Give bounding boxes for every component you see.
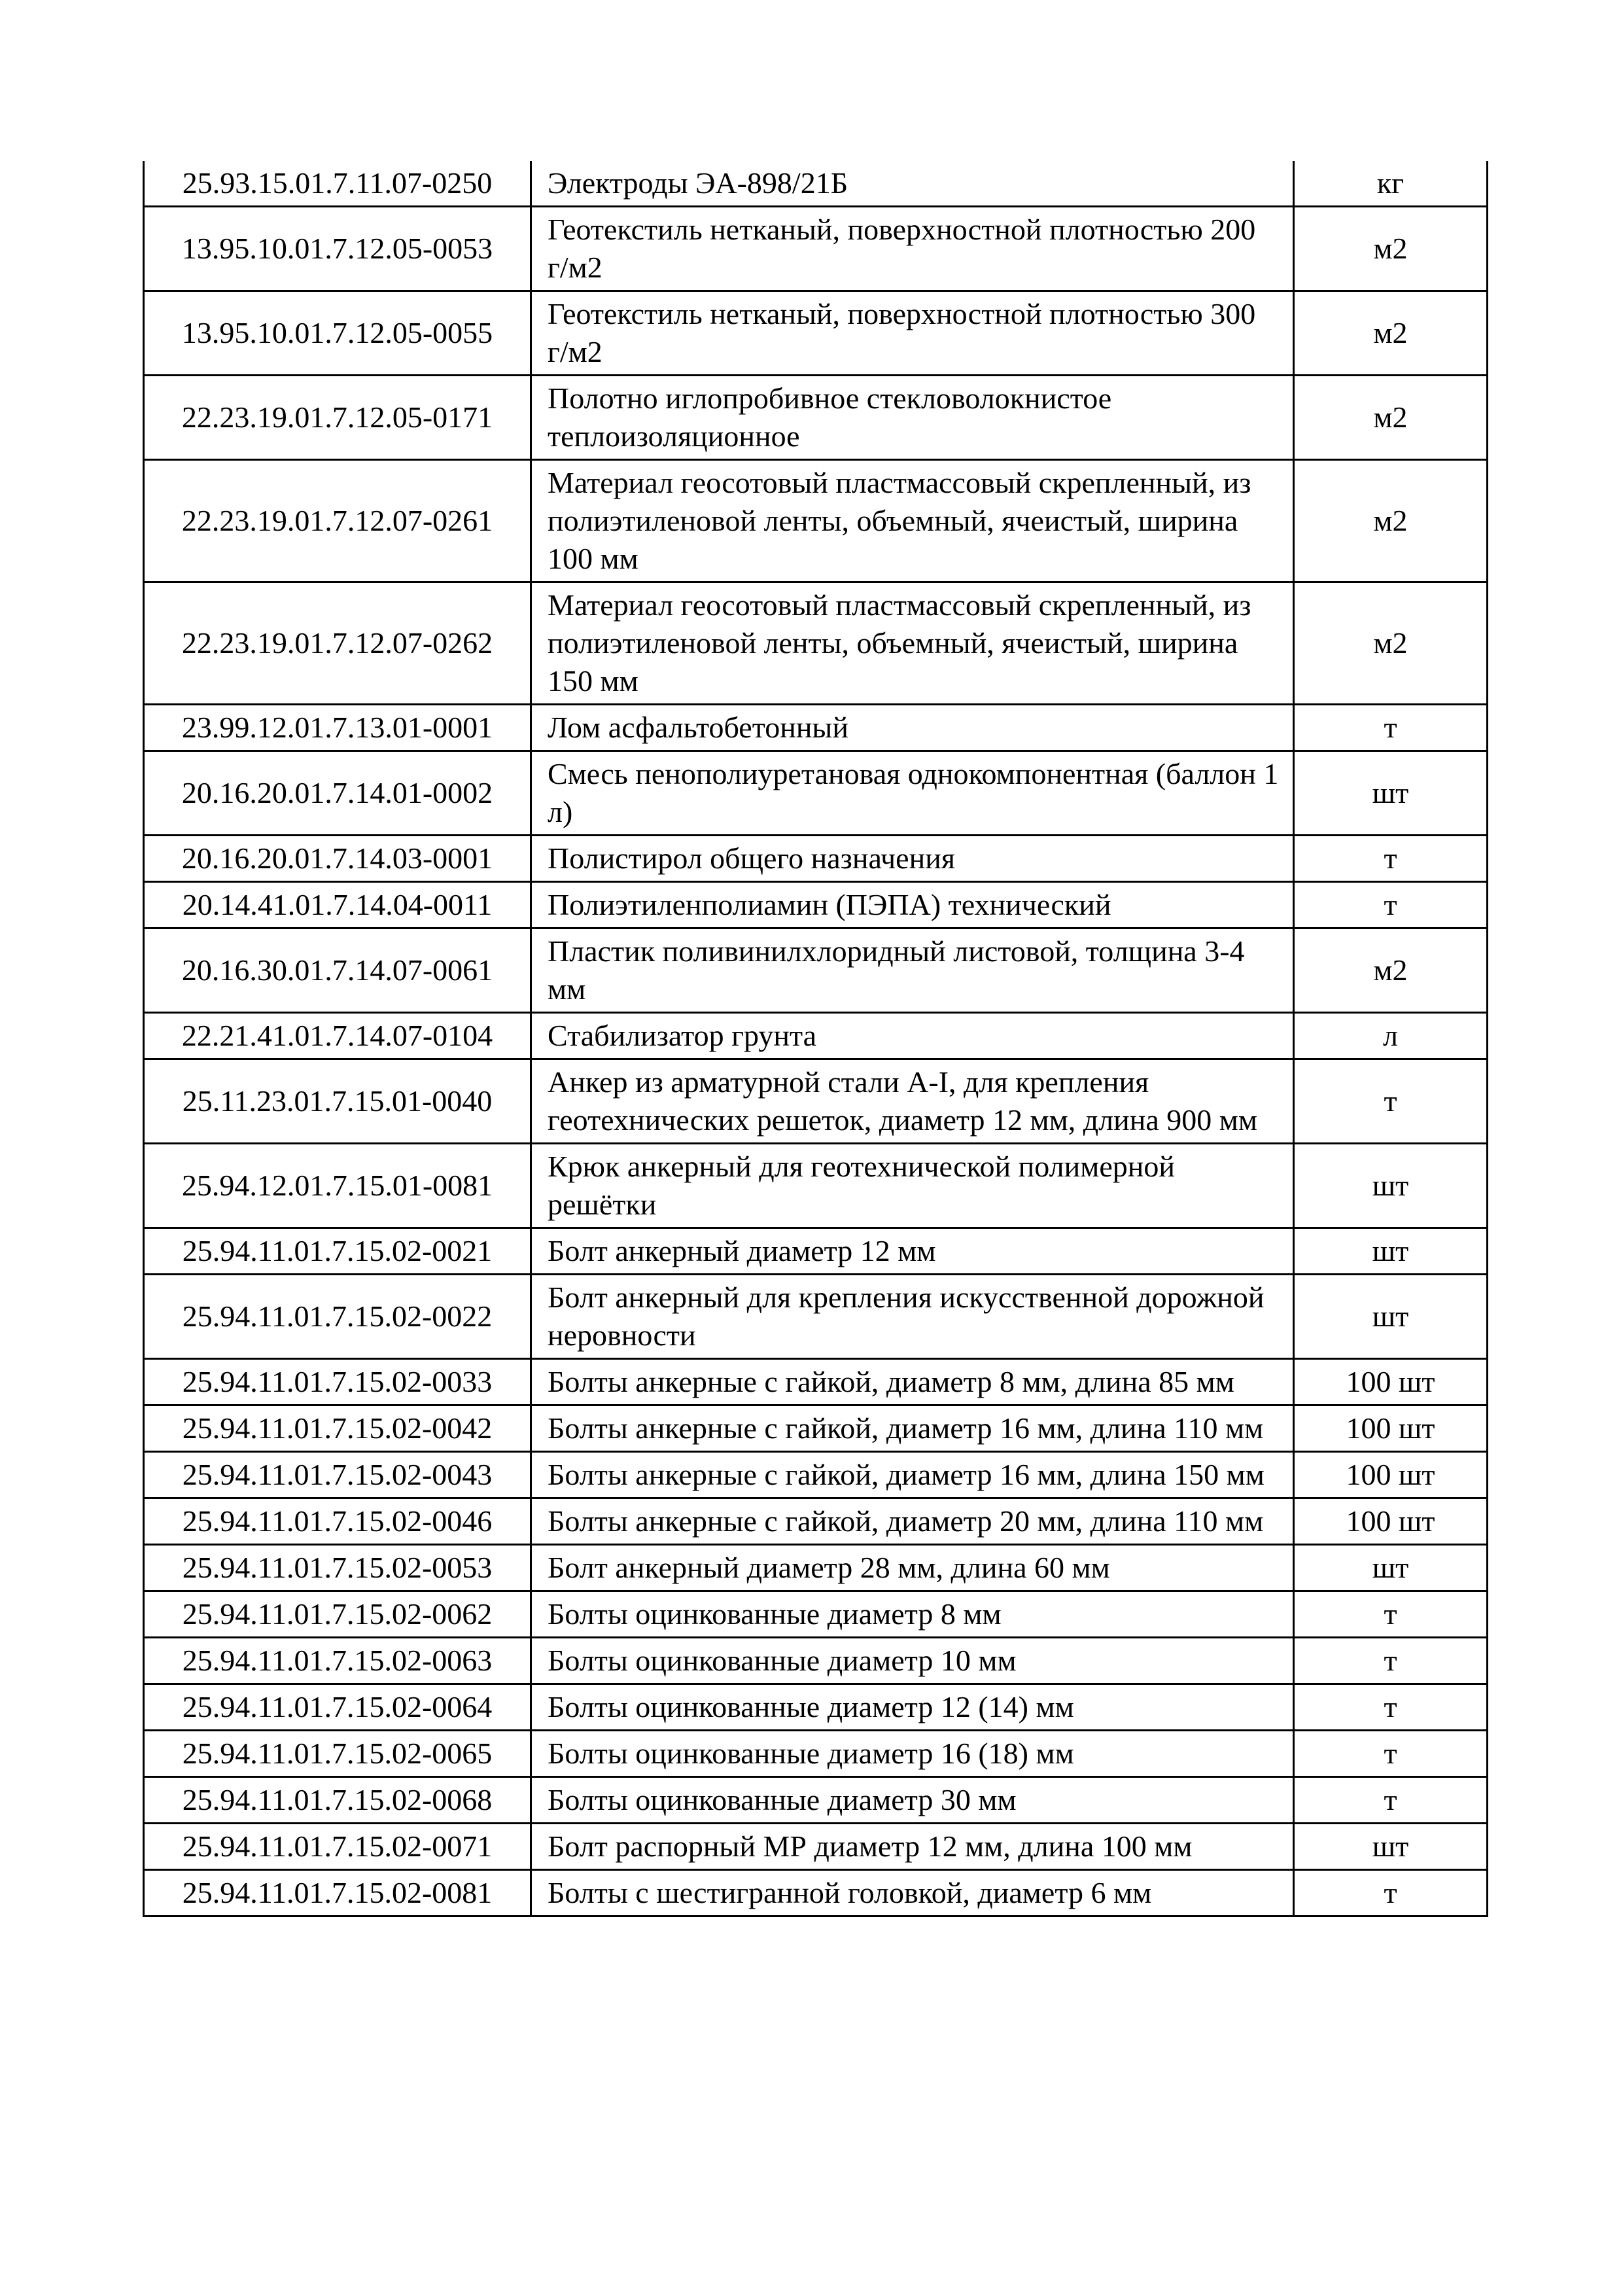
table-row: [144, 1684, 1488, 1731]
unit-cell: шт: [1294, 1275, 1488, 1359]
table-row: [144, 836, 1488, 882]
unit-cell: шт: [1294, 1228, 1488, 1275]
resource-code-cell: 25.94.11.01.7.15.02-0063: [144, 1638, 531, 1684]
resource-code-cell: 25.94.12.01.7.15.01-0081: [144, 1144, 531, 1228]
resource-name-cell: Болты анкерные с гайкой, диаметр 16 мм, длина 110 мм: [531, 1405, 1294, 1452]
table-row: [144, 1228, 1488, 1275]
table-row: [144, 1498, 1488, 1545]
table-row: [144, 1591, 1488, 1638]
resource-name-cell: Болты оцинкованные диаметр 8 мм: [531, 1591, 1294, 1638]
resource-name-cell: Болт распорный МР диаметр 12 мм, длина 100 мм: [531, 1824, 1294, 1870]
table-row: [144, 1545, 1488, 1591]
resource-name-cell: Болты анкерные с гайкой, диаметр 20 мм, длина 110 мм: [531, 1498, 1294, 1545]
resource-code-cell: 25.94.11.01.7.15.02-0042: [144, 1405, 531, 1452]
resource-code-cell: 25.94.11.01.7.15.02-0043: [144, 1452, 531, 1498]
resource-name-cell: Стабилизатор грунта: [531, 1013, 1294, 1059]
resource-name-cell: Болты анкерные с гайкой, диаметр 16 мм, длина 150 мм: [531, 1452, 1294, 1498]
resource-name-cell: Материал геосотовый пластмассовый скрепленный, из полиэтиленовой ленты, объемный, ячеистый, ширина 100 мм: [531, 460, 1294, 582]
unit-cell: шт: [1294, 1824, 1488, 1870]
table-row: [144, 1824, 1488, 1870]
unit-cell: т: [1294, 1684, 1488, 1731]
resource-code-cell: 25.94.11.01.7.15.02-0022: [144, 1275, 531, 1359]
materials-table-body: [144, 161, 1488, 1916]
resource-code-cell: 23.99.12.01.7.13.01-0001: [144, 705, 531, 751]
resource-name-cell: Геотекстиль нетканый, поверхностной плотностью 300 г/м2: [531, 291, 1294, 376]
resource-name-cell: Болты оцинкованные диаметр 16 (18) мм: [531, 1731, 1294, 1777]
resource-code-cell: 20.14.41.01.7.14.04-0011: [144, 882, 531, 928]
resource-name-cell: Лом асфальтобетонный: [531, 705, 1294, 751]
resource-code-cell: 25.93.15.01.7.11.07-0250: [144, 161, 531, 207]
unit-cell: т: [1294, 882, 1488, 928]
unit-cell: м2: [1294, 376, 1488, 460]
table-row: [144, 1777, 1488, 1824]
table-row: [144, 1405, 1488, 1452]
resource-name-cell: Пластик поливинилхлоридный листовой, толщина 3-4 мм: [531, 928, 1294, 1013]
resource-name-cell: Электроды ЭА-898/21Б: [531, 161, 1294, 207]
unit-cell: шт: [1294, 751, 1488, 836]
table-row: [144, 705, 1488, 751]
unit-cell: м2: [1294, 460, 1488, 582]
table-row: [144, 582, 1488, 705]
resource-code-cell: 20.16.20.01.7.14.03-0001: [144, 836, 531, 882]
resource-name-cell: Болт анкерный диаметр 12 мм: [531, 1228, 1294, 1275]
resource-code-cell: 22.23.19.01.7.12.07-0261: [144, 460, 531, 582]
unit-cell: 100 шт: [1294, 1359, 1488, 1405]
unit-cell: м2: [1294, 582, 1488, 705]
table-row: [144, 1870, 1488, 1916]
unit-cell: т: [1294, 836, 1488, 882]
unit-cell: м2: [1294, 291, 1488, 376]
table-row: [144, 928, 1488, 1013]
table-row: [144, 207, 1488, 291]
unit-cell: т: [1294, 1591, 1488, 1638]
resource-name-cell: Болты оцинкованные диаметр 12 (14) мм: [531, 1684, 1294, 1731]
resource-name-cell: Полистирол общего назначения: [531, 836, 1294, 882]
table-row: [144, 1731, 1488, 1777]
resource-name-cell: Болты анкерные с гайкой, диаметр 8 мм, длина 85 мм: [531, 1359, 1294, 1405]
resource-code-cell: 25.94.11.01.7.15.02-0046: [144, 1498, 531, 1545]
resource-code-cell: 25.94.11.01.7.15.02-0033: [144, 1359, 531, 1405]
resource-name-cell: Полотно иглопробивное стекловолокнистое теплоизоляционное: [531, 376, 1294, 460]
unit-cell: т: [1294, 1059, 1488, 1144]
table-row: [144, 460, 1488, 582]
resource-code-cell: 25.94.11.01.7.15.02-0068: [144, 1777, 531, 1824]
resource-code-cell: 25.94.11.01.7.15.02-0081: [144, 1870, 531, 1916]
unit-cell: т: [1294, 1638, 1488, 1684]
resource-name-cell: Болты с шестигранной головкой, диаметр 6 мм: [531, 1870, 1294, 1916]
resource-code-cell: 25.94.11.01.7.15.02-0065: [144, 1731, 531, 1777]
table-row: [144, 1013, 1488, 1059]
unit-cell: т: [1294, 1731, 1488, 1777]
resource-code-cell: 25.94.11.01.7.15.02-0071: [144, 1824, 531, 1870]
resource-name-cell: Геотекстиль нетканый, поверхностной плотностью 200 г/м2: [531, 207, 1294, 291]
resource-code-cell: 22.23.19.01.7.12.05-0171: [144, 376, 531, 460]
resource-code-cell: 25.94.11.01.7.15.02-0021: [144, 1228, 531, 1275]
resource-name-cell: Материал геосотовый пластмассовый скрепленный, из полиэтиленовой ленты, объемный, ячеистый, ширина 150 мм: [531, 582, 1294, 705]
resource-code-cell: 25.94.11.01.7.15.02-0064: [144, 1684, 531, 1731]
unit-cell: л: [1294, 1013, 1488, 1059]
unit-cell: м2: [1294, 207, 1488, 291]
resource-code-cell: 20.16.30.01.7.14.07-0061: [144, 928, 531, 1013]
resource-name-cell: Болт анкерный для крепления искусственной дорожной неровности: [531, 1275, 1294, 1359]
resource-name-cell: Полиэтиленполиамин (ПЭПА) технический: [531, 882, 1294, 928]
table-row: [144, 1275, 1488, 1359]
resource-code-cell: 13.95.10.01.7.12.05-0053: [144, 207, 531, 291]
unit-cell: т: [1294, 1777, 1488, 1824]
table-row: [144, 376, 1488, 460]
table-row: [144, 1144, 1488, 1228]
materials-table: [143, 161, 1488, 1917]
resource-name-cell: Болты оцинкованные диаметр 10 мм: [531, 1638, 1294, 1684]
resource-code-cell: 22.23.19.01.7.12.07-0262: [144, 582, 531, 705]
resource-code-cell: 22.21.41.01.7.14.07-0104: [144, 1013, 531, 1059]
table-row: [144, 882, 1488, 928]
resource-code-cell: 20.16.20.01.7.14.01-0002: [144, 751, 531, 836]
resource-name-cell: Смесь пенополиуретановая однокомпонентная (баллон 1 л): [531, 751, 1294, 836]
unit-cell: 100 шт: [1294, 1405, 1488, 1452]
unit-cell: т: [1294, 1870, 1488, 1916]
table-row: [144, 1359, 1488, 1405]
resource-name-cell: Крюк анкерный для геотехнической полимерной решётки: [531, 1144, 1294, 1228]
unit-cell: м2: [1294, 928, 1488, 1013]
resource-code-cell: 25.94.11.01.7.15.02-0053: [144, 1545, 531, 1591]
table-row: [144, 751, 1488, 836]
resource-name-cell: Болт анкерный диаметр 28 мм, длина 60 мм: [531, 1545, 1294, 1591]
unit-cell: шт: [1294, 1144, 1488, 1228]
resource-code-cell: 13.95.10.01.7.12.05-0055: [144, 291, 531, 376]
unit-cell: кг: [1294, 161, 1488, 207]
table-row: [144, 1638, 1488, 1684]
resource-code-cell: 25.94.11.01.7.15.02-0062: [144, 1591, 531, 1638]
resource-name-cell: Болты оцинкованные диаметр 30 мм: [531, 1777, 1294, 1824]
table-row: [144, 1059, 1488, 1144]
table-row: [144, 291, 1488, 376]
resource-code-cell: 25.11.23.01.7.15.01-0040: [144, 1059, 531, 1144]
table-row: [144, 1452, 1488, 1498]
table-row: [144, 161, 1488, 207]
unit-cell: 100 шт: [1294, 1452, 1488, 1498]
unit-cell: шт: [1294, 1545, 1488, 1591]
resource-name-cell: Анкер из арматурной стали А-I, для крепления геотехнических решеток, диаметр 12 мм, длина 900 мм: [531, 1059, 1294, 1144]
unit-cell: т: [1294, 705, 1488, 751]
unit-cell: 100 шт: [1294, 1498, 1488, 1545]
